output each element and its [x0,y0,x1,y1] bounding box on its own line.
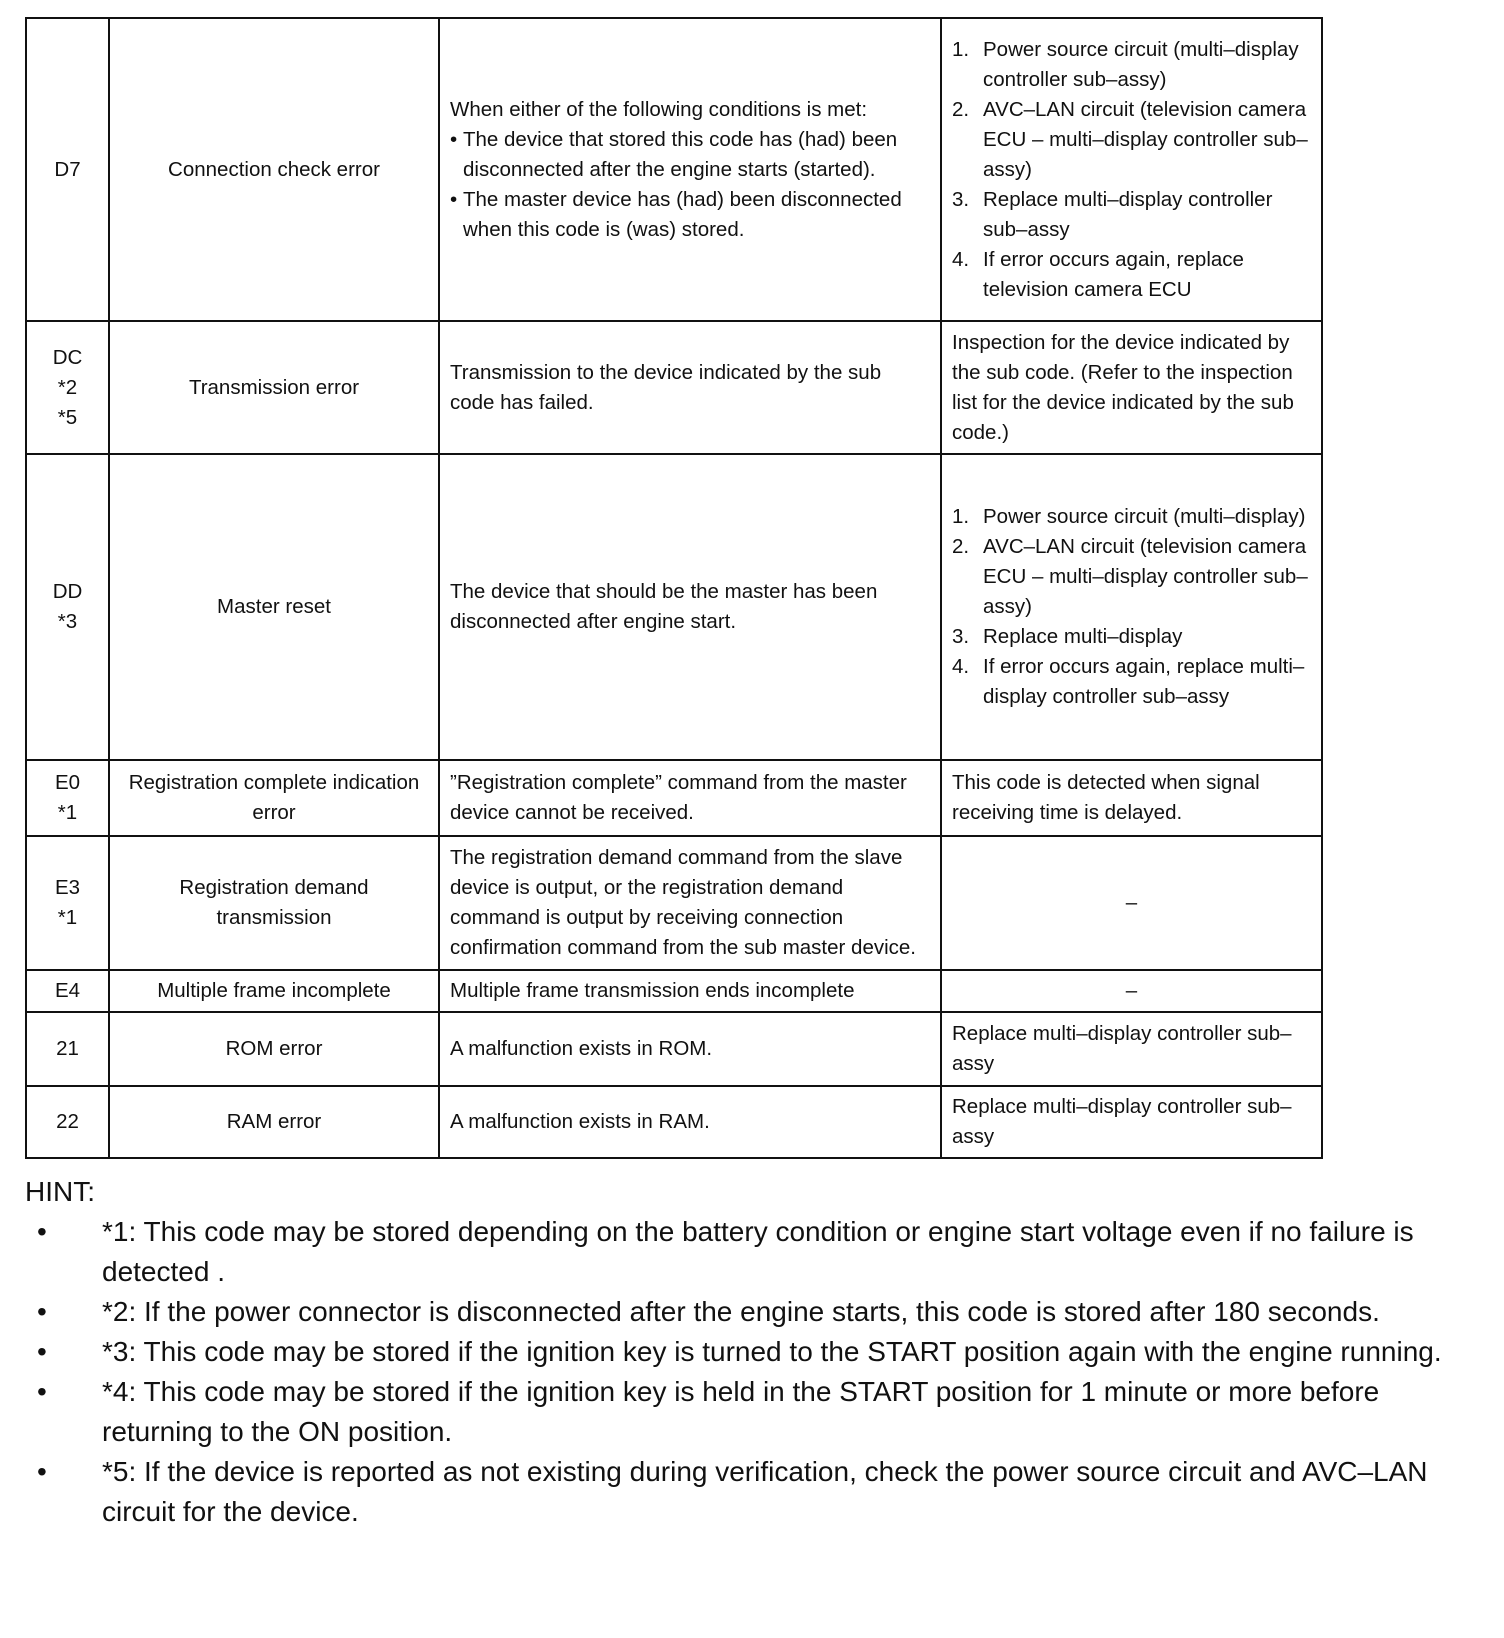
detection-item-cell: Registration demand transmission [109,836,439,970]
inspection-cell: Replace multi–display controller sub–assy [941,1086,1322,1158]
dtc-note: *3 [57,610,78,633]
table-row [26,321,1322,454]
inspection-steps [952,502,1311,712]
hint-title: HINT: [25,1176,95,1207]
trouble-area-cell [439,18,941,321]
hint-item: • *2: If the power connector is disconnected after the engine starts, this code is stored after 180 seconds. [25,1292,1465,1332]
trouble-area-cell: The registration demand command from the slave device is output, or the registration demand command is output by receiving connection confirmation command from the sub master device. [439,836,941,970]
dtc-code: 22 [56,1110,79,1133]
inspection-step: 3. Replace multi–display [952,625,1183,648]
detection-item-cell: Connection check error [109,18,439,321]
dtc-code: DC [52,345,83,369]
detection-item-cell: ROM error [109,1012,439,1086]
inspection-cell [941,18,1322,321]
inspection-cell: This code is detected when signal receiving time is delayed. [941,760,1322,836]
dtc-code: D7 [54,157,81,181]
hint-item: • *4: This code may be stored if the ignition key is held in the START position for 1 minute or more before returning to the ON position. [25,1372,1465,1452]
inspection-steps [952,35,1311,305]
detection-item-cell: Master reset [109,454,439,760]
trouble-area-cell: A malfunction exists in ROM. [439,1012,941,1086]
condition-bullet: • The device that stored this code has (had) been disconnected after the engine starts (started). [450,127,898,181]
table-row [26,760,1322,836]
dtc-code-cell [26,836,109,970]
detection-item-cell: RAM error [109,1086,439,1158]
inspection-step: 4. If error occurs again, replace multi–display controller sub–assy [952,655,1305,708]
dtc-note: *5 [57,405,78,429]
detection-item-cell: Registration complete indication error [109,760,439,836]
condition-intro: When either of the following conditions is met: [450,97,868,121]
trouble-area-cell: Transmission to the device indicated by the sub code has failed. [439,321,941,454]
table-row [26,1012,1322,1086]
bullet-icon: • [37,1336,47,1367]
dtc-code: E3 [54,876,81,899]
table-row [26,970,1322,1012]
inspection-cell: Inspection for the device indicated by the sub code. (Refer to the inspection list for the device indicated by the sub code.) [941,321,1322,454]
hint-list [25,1212,1465,1532]
inspection-cell: – [941,970,1322,1012]
dtc-note: *1 [57,906,78,929]
inspection-step: 1. Power source circuit (multi–display) [952,505,1306,528]
dtc-code: DD [52,580,83,603]
bullet-icon: • [37,1376,47,1407]
dtc-code: E0 [54,771,81,794]
trouble-area-cell: ”Registration complete” command from the master device cannot be received. [439,760,941,836]
detection-item-cell: Transmission error [109,321,439,454]
trouble-area-cell: A malfunction exists in RAM. [439,1086,941,1158]
inspection-step: 2. AVC–LAN circuit (television camera ECU – multi–display controller sub–assy) [952,535,1308,618]
table-row [26,454,1322,760]
dtc-code: E4 [54,979,81,1002]
trouble-area-cell: Multiple frame transmission ends incomplete [439,970,941,1012]
bullet-icon: • [37,1216,47,1247]
detection-item-cell: Multiple frame incomplete [109,970,439,1012]
dtc-note: *2 [57,375,78,399]
inspection-step: 2. AVC–LAN circuit (television camera ECU – multi–display controller sub–assy) [952,97,1308,181]
dtc-code: 21 [56,1037,79,1060]
inspection-step: 4. If error occurs again, replace television camera ECU [952,247,1244,301]
inspection-step: 1. Power source circuit (multi–display controller sub–assy) [952,37,1299,91]
table-row [26,1086,1322,1158]
inspection-cell: Replace multi–display controller sub–assy [941,1012,1322,1086]
bullet-icon: • [37,1296,47,1327]
inspection-cell [941,454,1322,760]
hint-item: • *3: This code may be stored if the ignition key is turned to the START position again with the engine running. [25,1332,1465,1372]
dtc-code-cell [26,1086,109,1158]
bullet-icon: • [37,1456,47,1487]
hint-section [25,1172,1465,1532]
inspection-cell: – [941,836,1322,970]
trouble-area-cell: The device that should be the master has been disconnected after engine start. [439,454,941,760]
dtc-table [25,17,1323,1159]
hint-item: • *1: This code may be stored depending on the battery condition or engine start voltage even if no failure is detected . [25,1212,1465,1292]
hint-item: • *5: If the device is reported as not existing during verification, check the power source circuit and AVC–LAN circuit for the device. [25,1452,1465,1532]
dtc-code-cell [26,18,109,321]
dtc-code-cell [26,970,109,1012]
inspection-step: 3. Replace multi–display controller sub–assy [952,187,1273,241]
condition-bullet: • The master device has (had) been disconnected when this code is (was) stored. [450,187,902,241]
dtc-code-cell [26,760,109,836]
table-row [26,836,1322,970]
dtc-code-cell [26,321,109,454]
dtc-note: *1 [57,801,78,824]
table-row [26,18,1322,321]
dtc-code-cell [26,1012,109,1086]
dtc-code-cell [26,454,109,760]
